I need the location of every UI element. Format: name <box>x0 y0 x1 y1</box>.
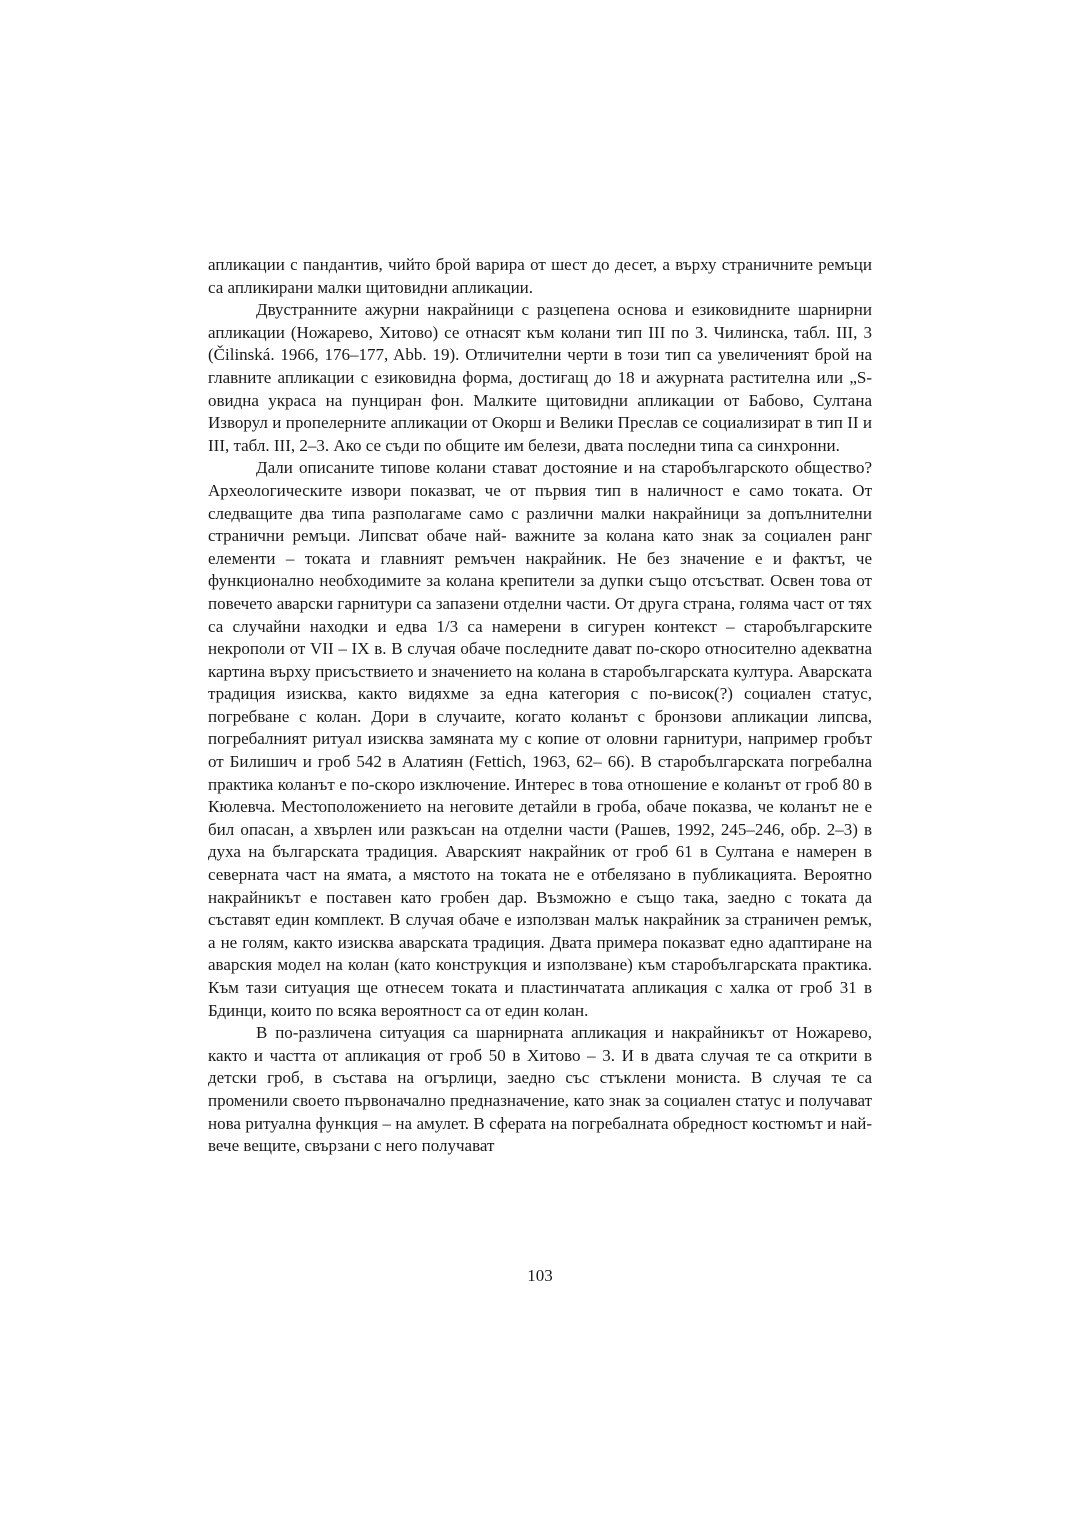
paragraph-amulet-function: В по-различена ситуация са шарнирната апликация и накрайникът от Ножарево, както и частта от апликация от гроб 50 в Хитово – 3. И в двата случая те са открити в детски гроб, в състава на огърлици, заедно със стъклени мониста. В случая те са променили своето първоначално предназначение, като знак за социален статус и получават нова ритуална функция – на амулет. В сферата на погребалната обредност костюмът и най-вече вещите, свързани с него получават <box>208 1023 872 1156</box>
paragraph-continuation: апликации с пандантив, чийто брой варира от шест до десет, а върху страничните ремъци са апликирани малки щитовидни апликации. <box>208 255 872 297</box>
body-text <box>208 254 872 1158</box>
paragraph-belt-type-three: Двустранните ажурни накрайници с разцепена основа и езиковидните шарнирни апликации (Ножарево, Хитово) се отнасят към колани тип III по З. Чилинска, табл. III, 3 (Čilinská. 1966, 176–177, Abb. 19). Отличителни черти в този тип са увеличеният брой на главните апликации с езиковидна форма, достигащ до 18 и ажурната растителна или „S-овидна украса на пунциран фон. Малките щитовидни апликации от Бабово, Султана Изворул и пропелерните апликации от Окорш и Велики Преслав се социализират в тип II и III, табл. III, 2–3. Ако се съди по общите им белези, двата последни типа са синхронни. <box>208 300 872 455</box>
page-number: 103 <box>527 1266 553 1285</box>
paragraph-old-bulgarian-society: Дали описаните типове колани стават достояние и на старобългарското общество? Археологическите извори показват, че от първия тип в наличност е само токата. От следващите два типа разполагаме само с различни малки накрайници за допълнителни странични ремъци. Липсват обаче най- важните за колана като знак за социален ранг елементи – токата и главният ремъчен накрайник. Не без значение е и фактът, че функционално необходимите за колана крепители за дупки също отсъстват. Освен това от повечето аварски гарнитури са запазени отделни части. От друга страна, голяма част от тях са случайни находки и едва 1/3 са намерени в сигурен контекст – старобългарските некрополи от VII – IX в. В случая обаче последните дават по-скоро относително адекватна картина върху присъствието и значението на колана в старобългарската култура. Аварската традиция изисква, както видяхме за една категория с по-висок(?) социален статус, погребване с колан. Дори в случаите, когато коланът с бронзови апликации липсва, погребалният ритуал изисква замяната му с копие от оловни гарнитури, например гробът от Билишич и гроб 542 в Алатиян (Fettich, 1963, 62– 66). В старобългарската погребална практика коланът е по-скоро изключение. Интерес в това отношение е коланът от гроб 80 в Кюлевча. Местоположението на неговите детайли в гроба, обаче показва, че коланът не е бил опасан, а хвърлен или разкъсан на отделни части (Рашев, 1992, 245–246, обр. 2–3) в духа на българската традиция. Аварският накрайник от гроб 61 в Султана е намерен в северната част на ямата, а мястото на токата не е отбелязано в публикацията. Вероятно накрайникът е поставен като гробен дар. Възможно е също така, заедно с токата да съставят един комплект. В случая обаче е използван малък накрайник за страничен ремък, а не голям, както изисква аварската традиция. Двата примера показват едно адаптиране на аварския модел на колан (като конструкция и използване) към старобългарската практика. Към тази ситуация ще отнесем токата и пластинчатата апликация с халка от гроб 31 в Бдинци, които по всяка вероятност са от един колан. <box>208 458 872 1020</box>
